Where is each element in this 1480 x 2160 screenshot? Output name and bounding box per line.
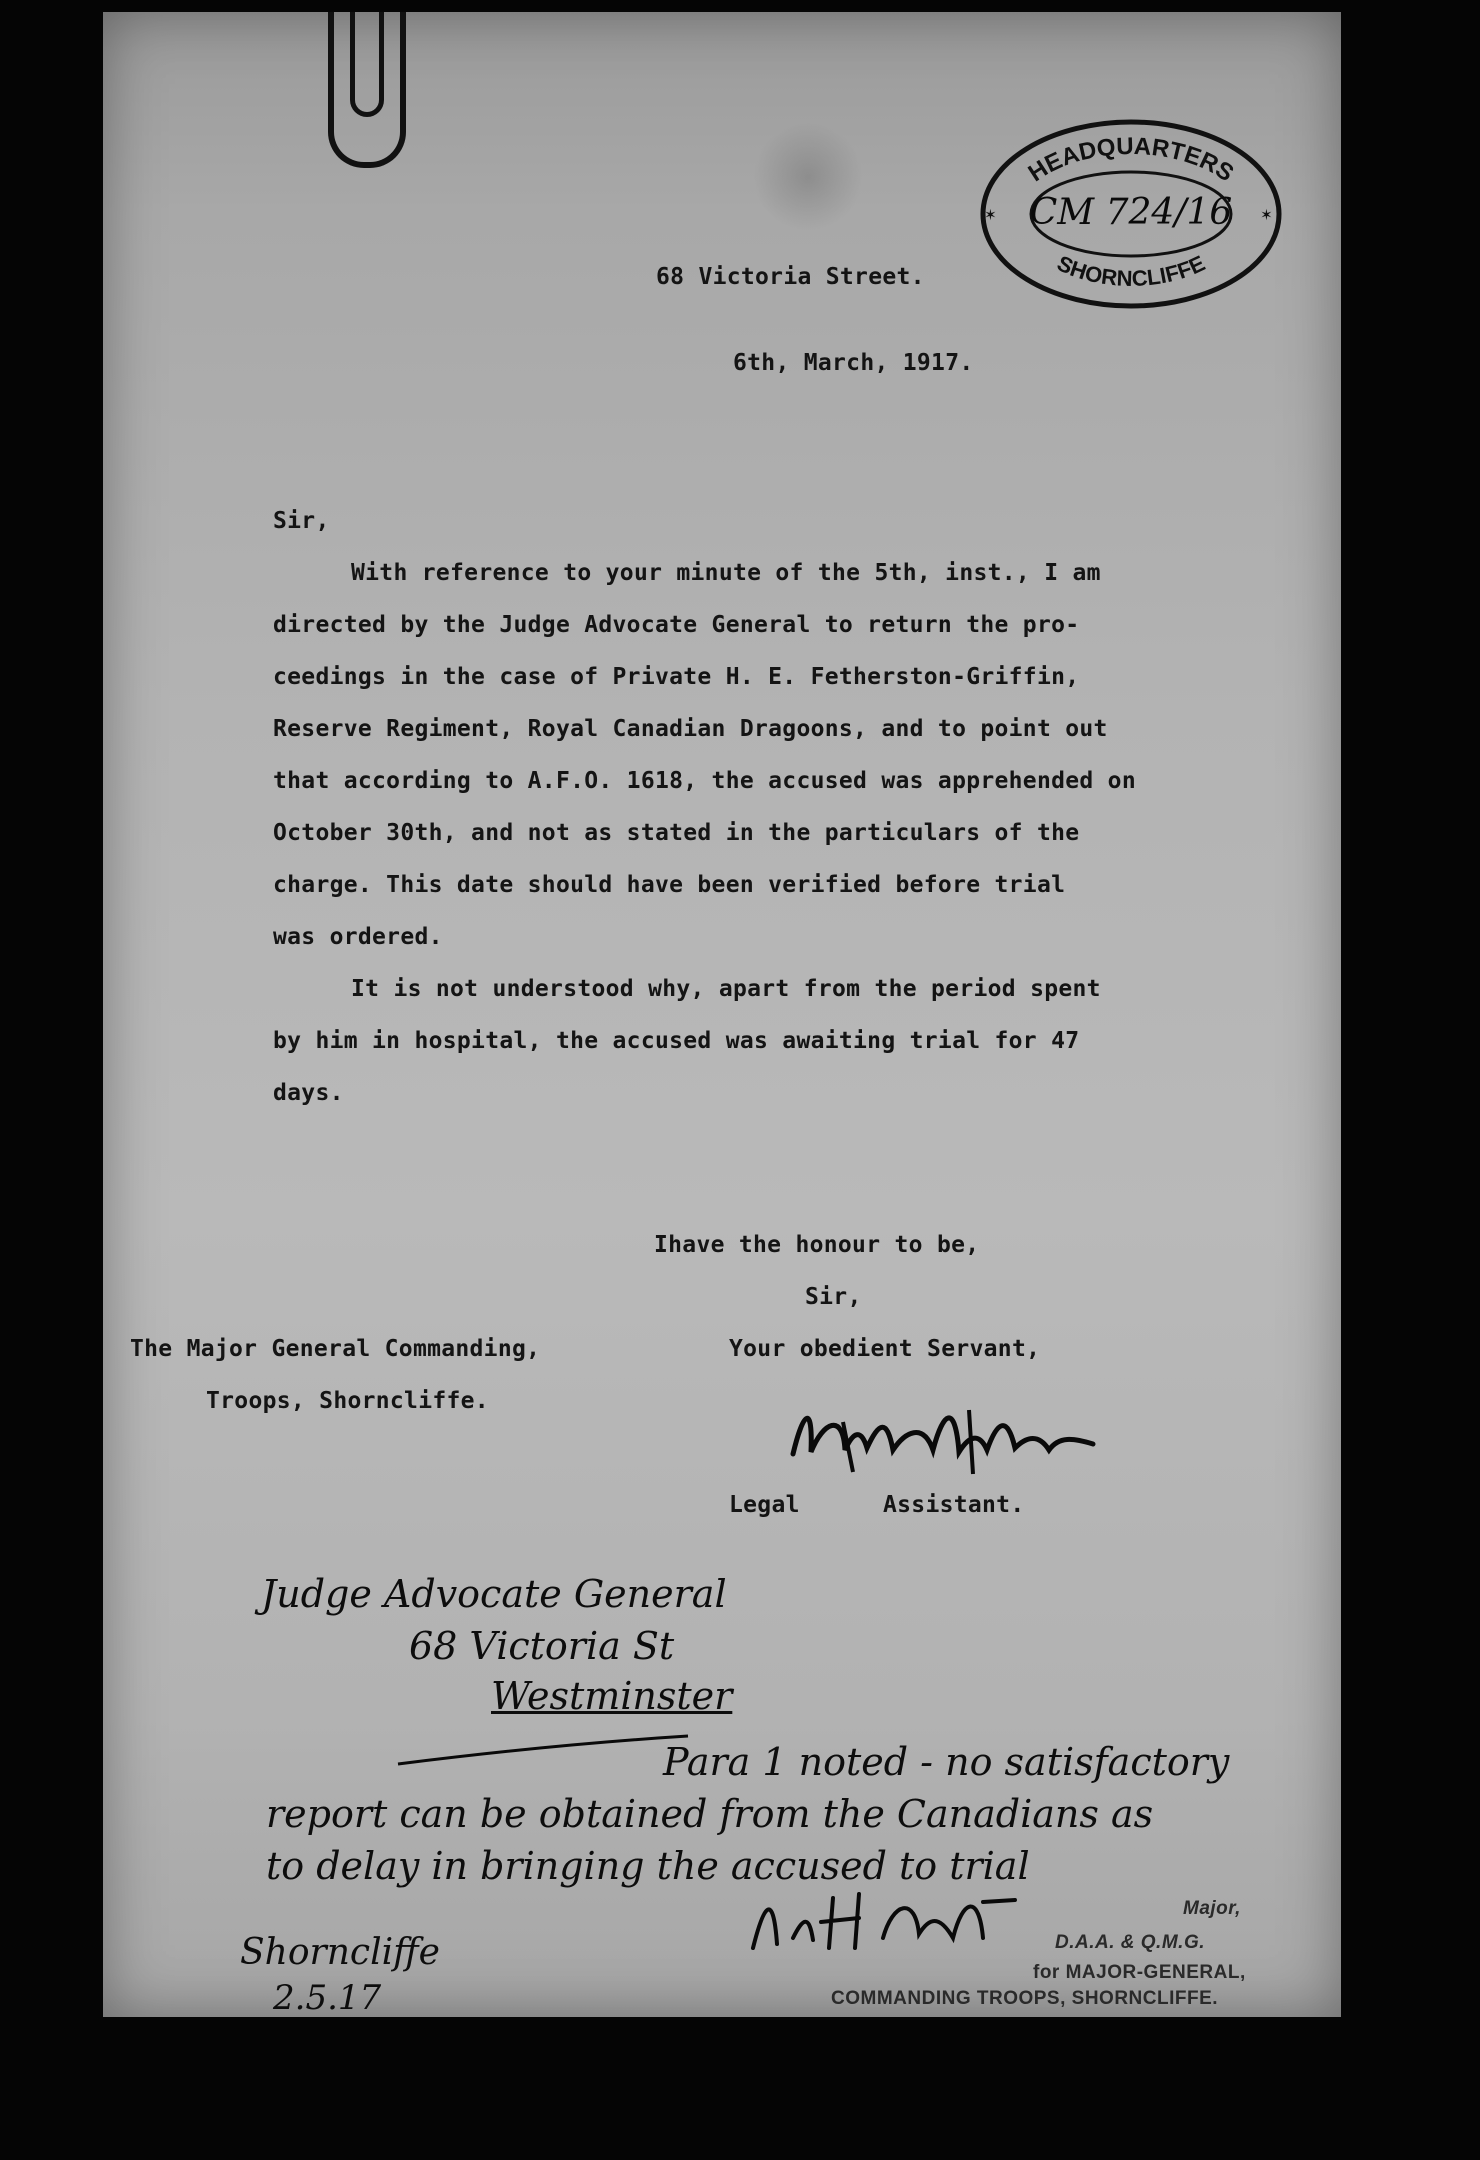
letter-date: 6th, March, 1917. (733, 350, 974, 376)
closing-line: Ihave the honour to be, (654, 1232, 980, 1258)
paragraph-line: ceedings in the case of Private H. E. Fetherston-Griffin, (273, 664, 1080, 690)
paper-clip (328, 12, 406, 168)
legal-assistant-signature (783, 1392, 1103, 1482)
paragraph-line: Reserve Regiment, Royal Canadian Dragoons, and to point out (273, 716, 1108, 742)
signature-title-right: Assistant. (883, 1492, 1025, 1518)
paragraph-line: was ordered. (273, 924, 443, 950)
headquarters-stamp (971, 114, 1291, 314)
endorsement-for-line: for MAJOR-GENERAL, (1033, 1962, 1246, 1983)
endorsement-command-line: COMMANDING TROOPS, SHORNCLIFFE. (831, 1988, 1219, 2009)
signature-title-left: Legal (729, 1492, 800, 1518)
handwritten-note-line: report can be obtained from the Canadians as (266, 1792, 1154, 1836)
svg-text:✶: ✶ (985, 204, 996, 225)
handwritten-note-line: to delay in bringing the accused to trial (266, 1844, 1030, 1888)
closing-line: Sir, (805, 1284, 862, 1310)
document-page (103, 12, 1341, 2017)
addressee-line: Troops, Shorncliffe. (206, 1388, 489, 1414)
salutation: Sir, (273, 508, 330, 534)
handwritten-address-line: Westminster (491, 1674, 733, 1718)
stamp-reference: CM 724/16 (1029, 192, 1233, 233)
handwritten-address-line: Judge Advocate General (261, 1572, 727, 1616)
addressee-line: The Major General Commanding, (130, 1336, 541, 1362)
closing-line: Your obedient Servant, (729, 1336, 1041, 1362)
svg-text:✶: ✶ (1261, 204, 1272, 225)
paragraph-line: directed by the Judge Advocate General to return the pro- (273, 612, 1080, 638)
svg-text:HEADQUARTERS (1024, 133, 1239, 187)
letterhead-address: 68 Victoria Street. (656, 264, 925, 290)
handwritten-note-line: Para 1 noted - no satisfactory (663, 1740, 1230, 1784)
paragraph-line: that according to A.F.O. 1618, the accused was apprehended on (273, 768, 1136, 794)
endorsement-office: D.A.A. & Q.M.G. (1055, 1932, 1205, 1953)
handwritten-place: Shorncliffe (240, 1932, 440, 1973)
paragraph-line: With reference to your minute of the 5th, inst., I am (351, 560, 1101, 586)
stamp-bottom-text: SHORNCLIFFE (1053, 250, 1209, 292)
endorsement-rank: Major, (1183, 1898, 1241, 1919)
stamp-top-text: HEADQUARTERS (1023, 132, 1239, 188)
paragraph-line: It is not understood why, apart from the period spent (351, 976, 1101, 1002)
paragraph-line: days. (273, 1080, 344, 1106)
paragraph-line: by him in hospital, the accused was awaiting trial for 47 (273, 1028, 1080, 1054)
handwritten-rule (393, 1732, 693, 1772)
handwritten-initials (743, 1878, 1023, 1958)
handwritten-address-line: 68 Victoria St (409, 1624, 675, 1668)
paragraph-line: charge. This date should have been verified before trial (273, 872, 1066, 898)
paragraph-line: October 30th, and not as stated in the particulars of the (273, 820, 1080, 846)
ink-smudge (753, 122, 863, 232)
handwritten-date: 2.5.17 (273, 1978, 382, 2017)
